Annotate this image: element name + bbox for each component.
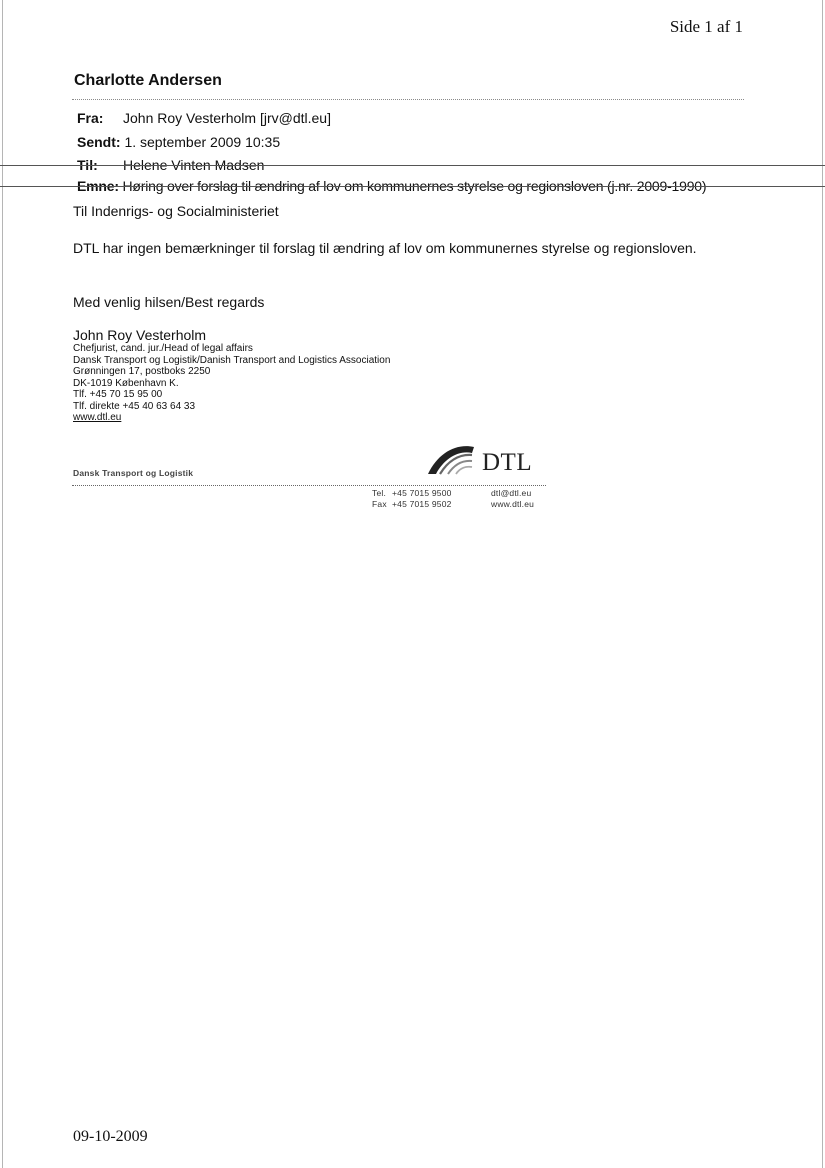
message-text: DTL har ingen bemærkninger til forslag til ændring af lov om kommunernes styrelse og regionsloven. — [73, 240, 697, 256]
subject-label: Emne: — [77, 178, 119, 194]
tel-value: +45 7015 9500 — [392, 488, 452, 498]
fax-line — [372, 499, 452, 509]
print-date: 09-10-2009 — [73, 1128, 148, 1145]
tel-label: Tel. — [372, 488, 387, 498]
sent-label: Sendt: — [77, 134, 121, 150]
letterhead-divider — [72, 485, 546, 486]
scan-line — [0, 165, 825, 166]
signature-line: Grønningen 17, postboks 2250 — [73, 366, 211, 377]
fax-value: +45 7015 9502 — [392, 499, 452, 509]
page-number: Side 1 af 1 — [669, 17, 743, 36]
signature-line: DK-1019 København K. — [73, 377, 179, 389]
letterhead-email: dtl@dtl.eu — [491, 488, 532, 498]
sent-row — [77, 134, 280, 150]
scan-edge-right — [822, 0, 823, 1168]
website-link[interactable]: www.dtl.eu — [73, 412, 122, 423]
signature-line: Dansk Transport og Logistik/Danish Transport and Logistics Association — [73, 354, 391, 366]
closing-text: Med venlig hilsen/Best regards — [73, 294, 265, 310]
signature-name: John Roy Vesterholm — [73, 327, 207, 343]
fax-label: Fax — [372, 499, 387, 509]
scan-line — [0, 186, 825, 187]
sender-name: Charlotte Andersen — [74, 72, 222, 89]
org-name: Dansk Transport og Logistik — [73, 468, 194, 478]
to-label: Til: — [77, 157, 98, 173]
signature-block — [73, 343, 390, 424]
letterhead-web: www.dtl.eu — [491, 499, 535, 509]
signature-line: Chefjurist, cand. jur./Head of legal affairs — [73, 343, 253, 354]
to-value: Helene Vinten Madsen — [123, 157, 265, 173]
signature-line: Tlf. +45 70 15 95 00 — [73, 389, 163, 400]
signature-line: Tlf. direkte +45 40 63 64 33 — [73, 400, 196, 412]
scan-edge-left — [2, 0, 3, 1168]
sent-value: 1. september 2009 10:35 — [124, 134, 281, 150]
from-value: John Roy Vesterholm [jrv@dtl.eu] — [123, 110, 331, 126]
header-divider — [72, 99, 744, 100]
subject-value: Høring over forslag til ændring af lov om kommunernes styrelse og regionsloven (j.nr. 2009-1990) — [122, 178, 707, 194]
from-label: Fra: — [77, 110, 104, 126]
tel-line — [372, 488, 452, 498]
logo-text: DTL — [482, 449, 533, 476]
addressee-line: Til Indenrigs- og Socialministeriet — [73, 203, 279, 219]
dtl-logo — [426, 441, 544, 477]
logo-swoosh-icon — [426, 441, 476, 477]
from-row — [77, 110, 331, 126]
